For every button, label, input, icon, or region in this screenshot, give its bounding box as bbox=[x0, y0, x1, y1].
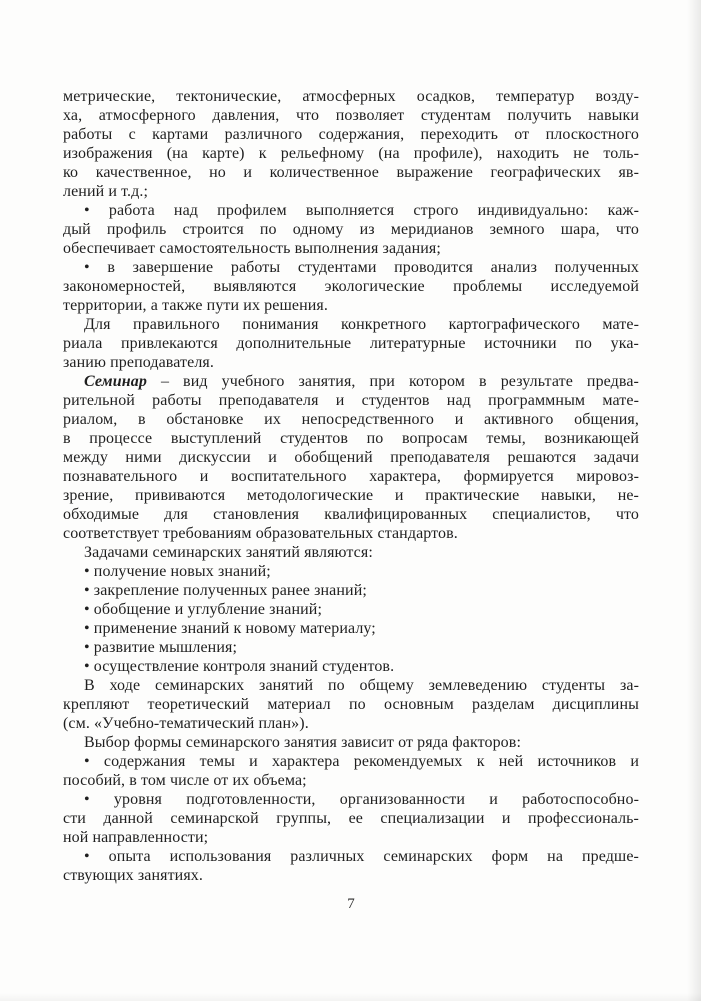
paragraph bbox=[63, 87, 639, 201]
text-line: ствующих занятиях. bbox=[63, 867, 203, 884]
paragraph bbox=[63, 372, 639, 543]
paragraph bbox=[63, 315, 639, 372]
bullet-paragraph bbox=[63, 847, 639, 885]
bullet-paragraph bbox=[63, 562, 639, 581]
text-line: дый профиль строится по одному из меридианов земного шара, что bbox=[63, 221, 639, 238]
text-line: • в завершение работы студентами проводится анализ полученных bbox=[84, 259, 639, 276]
text-line: Задачами семинарских занятий являются: bbox=[84, 544, 373, 561]
scan-edge-shadow bbox=[687, 0, 701, 1001]
text-line: занию преподавателя. bbox=[63, 354, 214, 371]
text-line: познавательного и воспитательного характера, формируется мировоз- bbox=[63, 468, 639, 485]
text-line: обеспечивает самостоятельность выполнения задания; bbox=[63, 240, 441, 257]
text-line: • развитие мышления; bbox=[84, 639, 238, 656]
text-line: ко качественное, но и количественное выражение географических яв- bbox=[63, 164, 639, 181]
text-line: В ходе семинарских занятий по общему землеведению студенты за- bbox=[84, 677, 639, 694]
text-line: соответствует требованиям образовательных стандартов. bbox=[63, 525, 458, 542]
text-line: Выбор формы семинарского занятия зависит от ряда факторов: bbox=[84, 734, 521, 751]
bullet-paragraph bbox=[63, 752, 639, 790]
text-line: • применение знаний к новому материалу; bbox=[84, 620, 376, 637]
text-line: рительной работы преподавателя и студентов над программным мате- bbox=[63, 392, 639, 409]
text-line: • осуществление контроля знаний студентов. bbox=[84, 658, 395, 675]
text-line: обходимые для становления квалифицированных специалистов, что bbox=[63, 506, 639, 523]
scan-bottom-shadow bbox=[0, 993, 701, 1001]
text-line: Для правильного понимания конкретного картографического мате- bbox=[84, 316, 639, 333]
bullet-paragraph bbox=[63, 619, 639, 638]
text-line: ной направленности; bbox=[63, 829, 209, 846]
text-line: изображения (на карте) к рельефному (на профиле), находить не толь- bbox=[63, 145, 639, 162]
text-line: • закрепление полученных ранее знаний; bbox=[84, 582, 367, 599]
bullet-paragraph bbox=[63, 258, 639, 315]
bullet-paragraph bbox=[63, 790, 639, 847]
text-line: закономерностей, выявляются экологические проблемы исследуемой bbox=[63, 278, 639, 295]
text-line: • получение новых знаний; bbox=[84, 563, 271, 580]
text-line: (см. «Учебно-тематический план»). bbox=[63, 715, 309, 732]
paragraph bbox=[63, 543, 639, 562]
text-line: • уровня подготовленности, организованности и работоспособно- bbox=[84, 791, 639, 808]
text-line: • содержания темы и характера рекомендуемых к ней источников и bbox=[84, 753, 639, 770]
text-line: • обобщение и углубление знаний; bbox=[84, 601, 322, 618]
bullet-paragraph bbox=[63, 600, 639, 619]
text-line: в процессе выступлений студентов по вопросам темы, возникающей bbox=[63, 430, 639, 447]
lead-term: Семинар bbox=[84, 373, 147, 390]
text-block bbox=[63, 87, 639, 885]
paragraph bbox=[63, 733, 639, 752]
text-line: • работа над профилем выполняется строго индивидуально: каж- bbox=[84, 202, 639, 219]
text-line: сти данной семинарской группы, ее специализации и профессиональ- bbox=[63, 810, 639, 827]
paragraph bbox=[63, 676, 639, 733]
text-line: лений и т.д.; bbox=[63, 183, 149, 200]
text-line: ха, атмосферного давления, что позволяет студентам получить навыки bbox=[63, 107, 639, 124]
text-line: риала привлекаются дополнительные литературные источники по ука- bbox=[63, 335, 639, 352]
text-line: пособий, в том числе от их объема; bbox=[63, 772, 307, 789]
bullet-paragraph bbox=[63, 581, 639, 600]
text-line: крепляют теоретический материал по основным разделам дисциплины bbox=[63, 696, 639, 713]
bullet-paragraph bbox=[63, 657, 639, 676]
text-line: Семинар – вид учебного занятия, при котором в результате предва- bbox=[84, 373, 639, 390]
text-line: территории, а также пути их решения. bbox=[63, 297, 328, 314]
page-number: 7 bbox=[347, 896, 355, 912]
text-line: • опыта использования различных семинарских форм на предше- bbox=[84, 848, 639, 865]
bullet-paragraph bbox=[63, 638, 639, 657]
text-line: работы с картами различного содержания, переходить от плоскостного bbox=[63, 126, 639, 143]
text-line: зрение, прививаются методологические и практические навыки, не- bbox=[63, 487, 639, 504]
text-line: метрические, тектонические, атмосферных осадков, температур возду- bbox=[63, 88, 639, 105]
text-line: между ними дискуссии и обобщений преподавателя решаются задачи bbox=[63, 449, 639, 466]
text-line: риалом, в обстановке их непосредственного и активного общения, bbox=[63, 411, 639, 428]
bullet-paragraph bbox=[63, 201, 639, 258]
